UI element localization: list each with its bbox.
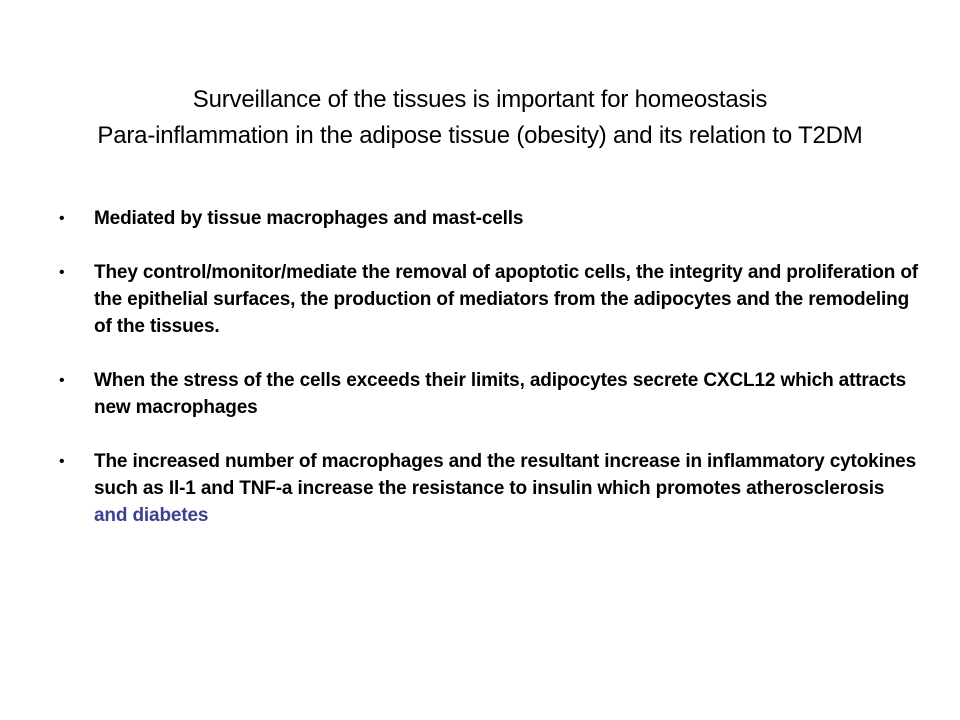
bullet-marker: • [59,372,65,389]
bullet-item [59,259,919,340]
title-line-1: Surveillance of the tissues is important for homeostasis [192,86,768,113]
bullet-marker: • [59,210,65,227]
bullet-item [59,367,919,421]
slide-title [20,82,940,154]
bullet-item [59,205,919,232]
bullet-text: Mediated by tissue macrophages and mast-cells [94,208,524,229]
bullet-text: They control/monitor/mediate the removal of apoptotic cells, the integrity and proliferation of the epithelial surfaces, the production of mediators from the adipocytes and the remodeling of the tissues. [94,262,918,337]
bullet-highlight-text: and diabetes [94,505,209,526]
title-line-2: Para-inflammation in the adipose tissue (obesity) and its relation to T2DM [97,122,863,149]
bullet-marker: • [59,264,65,281]
bullet-list [59,205,919,556]
bullet-text: When the stress of the cells exceeds their limits, adipocytes secrete CXCL12 which attracts new macrophages [94,370,907,418]
bullet-marker: • [59,453,65,470]
bullet-item [59,448,919,529]
bullet-text: The increased number of macrophages and the resultant increase in inflammatory cytokines such as Il-1 and TNF-a increase the resistance to insulin which promotes atherosclerosis [94,451,916,499]
